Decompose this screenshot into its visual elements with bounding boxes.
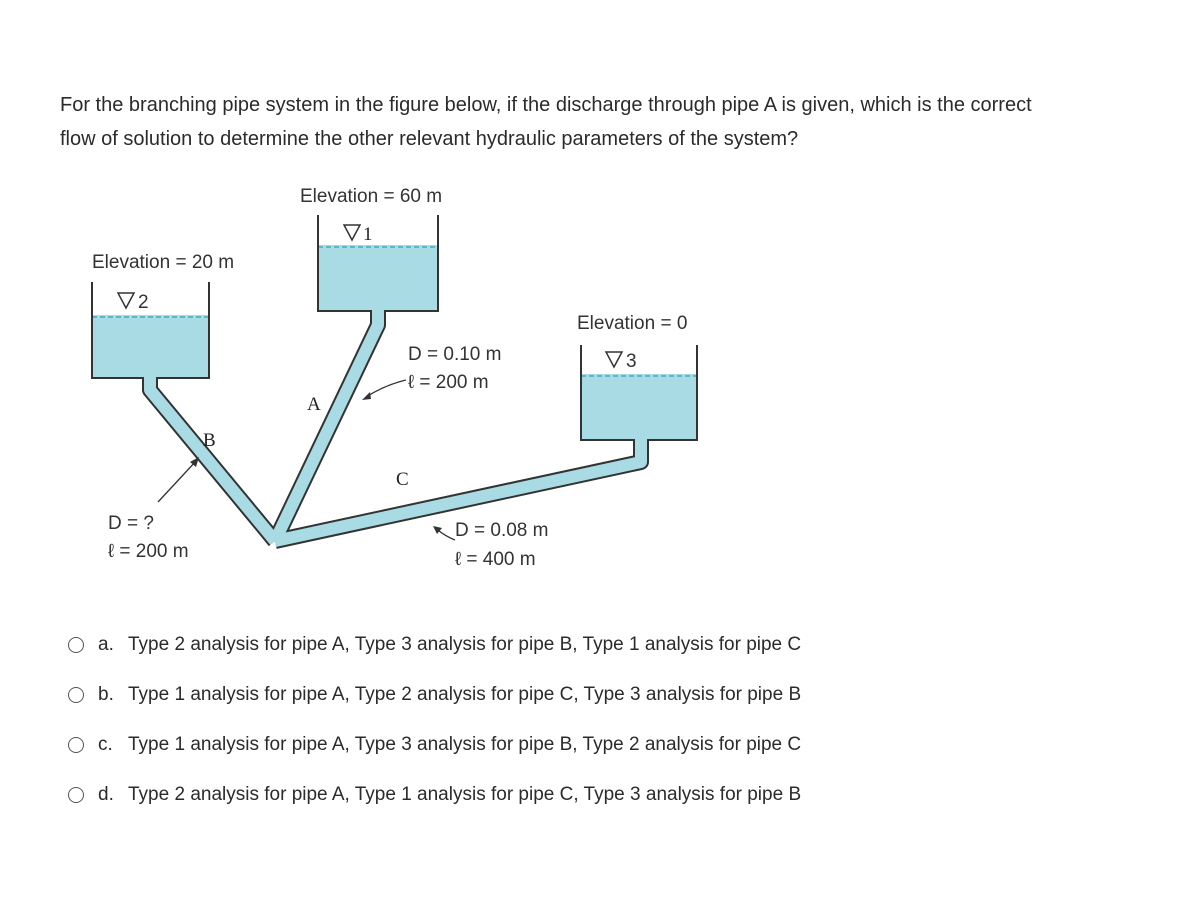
- level-marker-1-icon: [344, 225, 360, 240]
- answer-options: [68, 620, 1068, 820]
- reservoir-2-elevation: Elevation = 20 m: [92, 252, 235, 273]
- pipe-b-diameter: D = ?: [108, 513, 154, 534]
- radio-c[interactable]: [68, 737, 84, 753]
- radio-d[interactable]: [68, 787, 84, 803]
- pipe-a-leader: [366, 380, 406, 397]
- radio-a[interactable]: [68, 637, 84, 653]
- question-line-1: For the branching pipe system in the figure below, if the discharge through pipe A is given, which is the correct: [60, 94, 1032, 116]
- reservoir-2: [92, 282, 209, 378]
- reservoir-3-water: [581, 374, 697, 440]
- level-marker-3-icon: [606, 352, 622, 367]
- reservoir-3: [581, 345, 697, 440]
- option-d-letter: d.: [98, 784, 114, 805]
- option-c-letter: c.: [98, 734, 113, 755]
- pipe-c-length: ℓ = 400 m: [455, 549, 536, 570]
- pipe-a-name: A: [307, 394, 321, 415]
- option-d-text: Type 2 analysis for pipe A, Type 1 analysis for pipe C, Type 3 analysis for pipe B: [128, 784, 802, 805]
- option-a-letter: a.: [98, 634, 114, 655]
- pipe-b-name: B: [203, 430, 216, 451]
- option-d[interactable]: [68, 770, 1068, 820]
- pipe-a: [275, 309, 378, 541]
- level-marker-1-label: 1: [363, 224, 373, 245]
- level-marker-2-icon: [118, 293, 134, 308]
- pipe-a-length: ℓ = 200 m: [408, 372, 489, 393]
- pipe-b-leader: [158, 460, 197, 502]
- option-b[interactable]: [68, 670, 1068, 720]
- option-a[interactable]: [68, 620, 1068, 670]
- pipe-c-leader: [438, 530, 455, 540]
- pipe-a-diameter: D = 0.10 m: [408, 344, 502, 365]
- pipe-a-arrowhead-icon: [362, 392, 371, 400]
- reservoir-3-elevation: Elevation = 0: [577, 313, 688, 334]
- level-marker-2-label: 2: [138, 292, 149, 313]
- option-b-letter: b.: [98, 684, 114, 705]
- question-line-2: flow of solution to determine the other relevant hydraulic parameters of the system?: [60, 128, 799, 150]
- pipe-network: [150, 309, 641, 541]
- option-b-text: Type 1 analysis for pipe A, Type 2 analysis for pipe C, Type 3 analysis for pipe B: [128, 684, 802, 705]
- reservoir-1-elevation: Elevation = 60 m: [300, 186, 443, 207]
- radio-b[interactable]: [68, 687, 84, 703]
- option-c-text: Type 1 analysis for pipe A, Type 3 analysis for pipe B, Type 2 analysis for pipe C: [128, 734, 802, 755]
- level-marker-3-label: 3: [626, 351, 637, 372]
- reservoir-1: [318, 215, 438, 311]
- pipe-c-name: C: [396, 469, 409, 490]
- pipe-c-diameter: D = 0.08 m: [455, 520, 549, 541]
- option-c[interactable]: [68, 720, 1068, 770]
- reservoir-2-water: [92, 315, 209, 378]
- reservoir-1-water: [318, 245, 438, 311]
- option-a-text: Type 2 analysis for pipe A, Type 3 analysis for pipe B, Type 1 analysis for pipe C: [128, 634, 802, 655]
- pipe-b-length: ℓ = 200 m: [108, 541, 189, 562]
